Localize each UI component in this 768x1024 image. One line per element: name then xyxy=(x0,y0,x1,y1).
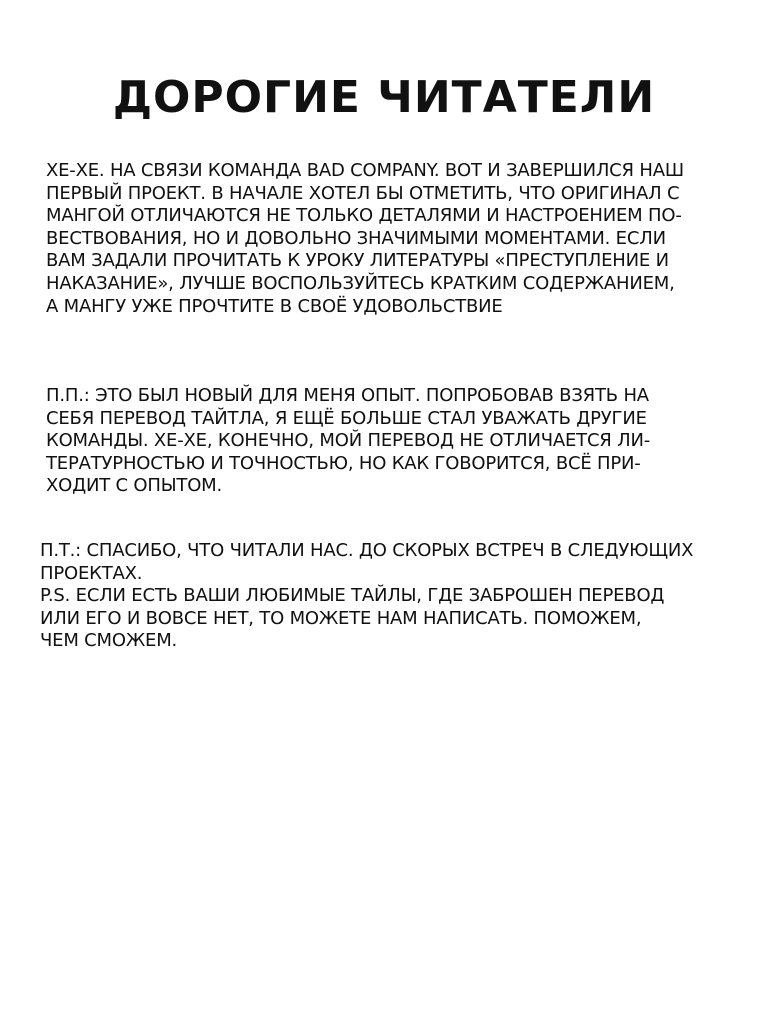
page-title: ДОРОГИЕ ЧИТАТЕЛИ xyxy=(112,72,656,123)
intro-line: ХЕ-ХЕ. НА СВЯЗИ КОМАНДА BAD COMPANY. ВОТ И ЗАВЕРШИЛСЯ НАШ xyxy=(46,160,684,181)
pt-note-paragraph xyxy=(40,540,693,653)
pt-note-line: ЧЕМ СМОЖЕМ. xyxy=(40,630,178,652)
pt-note-line: ПРОЕКТАХ. xyxy=(40,562,143,584)
intro-line: НАКАЗАНИЕ», ЛУЧШЕ ВОСПОЛЬЗУЙТЕСЬ КРАТКИМ СОДЕРЖАНИЕМ, xyxy=(46,272,675,294)
pp-note-paragraph xyxy=(46,385,650,498)
intro-line: ВЕСТВОВАНИЯ, НО И ДОВОЛЬНО ЗНАЧИМЫМИ МОМЕНТАМИ. ЕСЛИ xyxy=(46,227,666,249)
intro-paragraph xyxy=(46,160,684,318)
pp-note-line: ХОДИТ С ОПЫТОМ. xyxy=(46,475,223,497)
intro-line: МАНГОЙ ОТЛИЧАЮТСЯ НЕ ТОЛЬКО ДЕТАЛЯМИ И НАСТРОЕНИЕМ ПО- xyxy=(46,205,682,227)
pp-note-line: ТЕРАТУРНОСТЬЮ И ТОЧНОСТЬЮ, НО КАК ГОВОРИТСЯ, ВСЁ ПРИ- xyxy=(46,452,641,474)
pp-note-line: СЕБЯ ПЕРЕВОД ТАЙТЛА, Я ЕЩЁ БОЛЬШЕ СТАЛ УВАЖАТЬ ДРУГИЕ xyxy=(46,407,647,429)
intro-line: ПЕРВЫЙ ПРОЕКТ. В НАЧАЛЕ ХОТЕЛ БЫ ОТМЕТИТЬ, ЧТО ОРИГИНАЛ С xyxy=(46,182,680,204)
intro-line: ВАМ ЗАДАЛИ ПРОЧИТАТЬ К УРОКУ ЛИТЕРАТУРЫ «ПРЕСТУПЛЕНИЕ И xyxy=(46,250,669,272)
pt-note-line: P.S. ЕСЛИ ЕСТЬ ВАШИ ЛЮБИМЫЕ ТАЙЛЫ, ГДЕ ЗАБРОШЕН ПЕРЕВОД xyxy=(40,585,665,607)
pt-note-line: ИЛИ ЕГО И ВОВСЕ НЕТ, ТО МОЖЕТЕ НАМ НАПИСАТЬ. ПОМОЖЕМ, xyxy=(40,607,642,629)
intro-line: А МАНГУ УЖЕ ПРОЧТИТЕ В СВОЁ УДОВОЛЬСТВИЕ xyxy=(46,295,503,317)
pp-note-line: КОМАНДЫ. ХЕ-ХЕ, КОНЕЧНО, МОЙ ПЕРЕВОД НЕ ОТЛИЧАЕТСЯ ЛИ- xyxy=(46,430,651,452)
pp-note-line: П.П.: ЭТО БЫЛ НОВЫЙ ДЛЯ МЕНЯ ОПЫТ. ПОПРОБОВАВ ВЗЯТЬ НА xyxy=(46,385,649,406)
pt-note-line: П.Т.: СПАСИБО, ЧТО ЧИТАЛИ НАС. ДО СКОРЫХ ВСТРЕЧ В СЛЕДУЮЩИХ xyxy=(40,540,694,561)
